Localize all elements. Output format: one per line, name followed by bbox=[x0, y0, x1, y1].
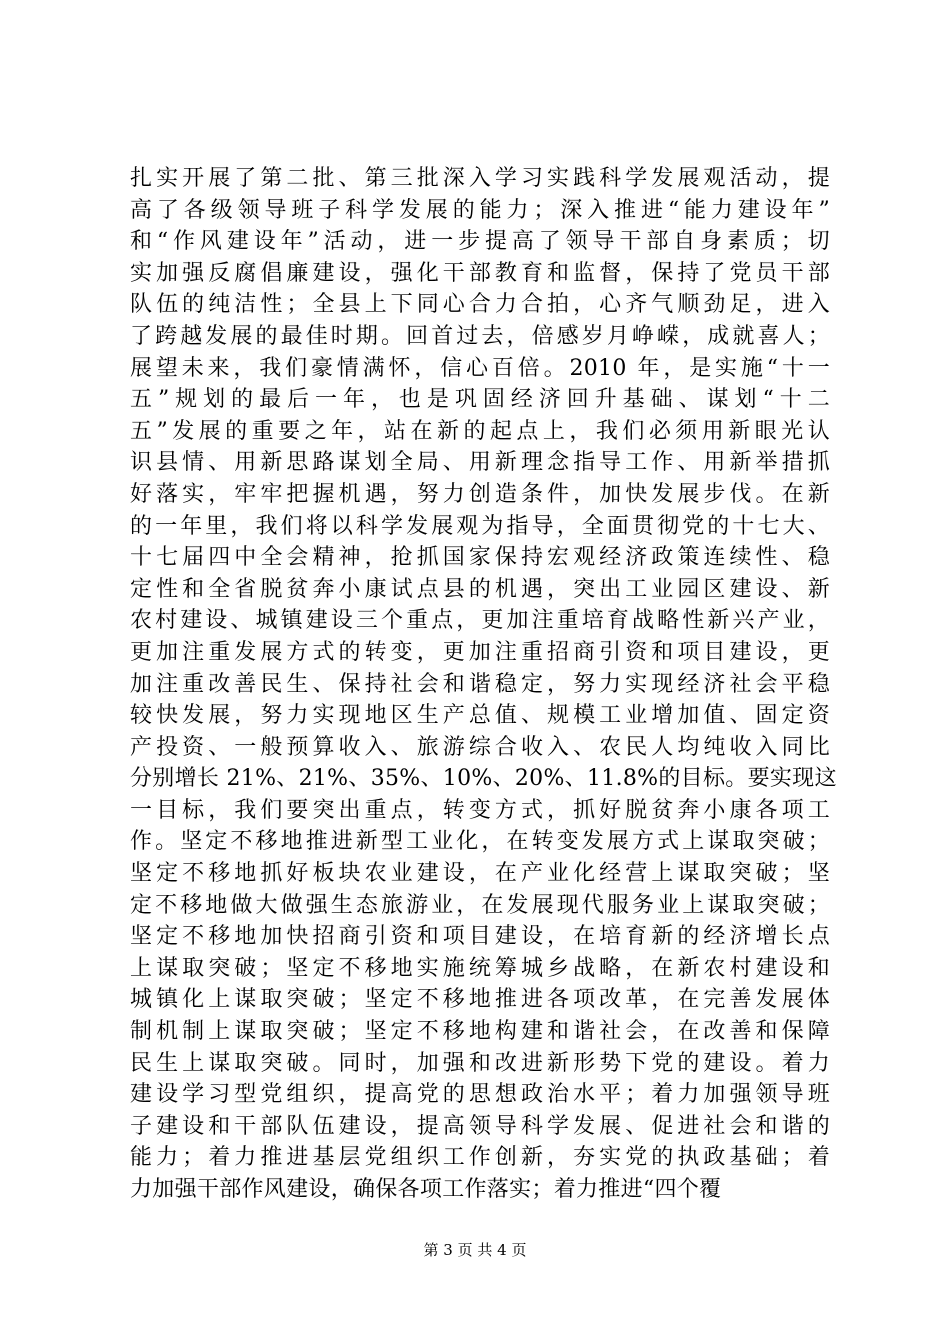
text-line: 一目标，我们要突出重点，转变方式，抓好脱贫奔小康各项工 bbox=[130, 797, 830, 823]
text-line: 和“作风建设年”活动，进一步提高了领导干部自身素质；切 bbox=[130, 229, 830, 255]
text-line: 制机制上谋取突破；坚定不移地构建和谐社会，在改善和保障 bbox=[130, 1019, 830, 1045]
text-line: 展望未来，我们豪情满怀，信心百倍。2010 年，是实施“十一 bbox=[130, 355, 830, 381]
text-line: 分别增长 21%、21%、35%、10%、20%、11.8%的目标。要实现这 bbox=[130, 766, 837, 792]
text-line: 城镇化上谋取突破；坚定不移地推进各项改革，在完善发展体 bbox=[130, 987, 830, 1013]
text-line: 实加强反腐倡廉建设，强化干部教育和监督，保持了党员干部 bbox=[130, 260, 830, 286]
text-line: 坚定不移地加快招商引资和项目建设，在培育新的经济增长点 bbox=[130, 924, 830, 950]
text-line: 加注重改善民生、保持社会和谐稳定，努力实现经济社会平稳 bbox=[130, 671, 830, 697]
text-line: 五”规划的最后一年，也是巩固经济回升基础、谋划“十二 bbox=[130, 387, 830, 413]
text-line: 产投资、一般预算收入、旅游综合收入、农民人均纯收入同比 bbox=[130, 734, 830, 760]
text-line: 能力；着力推进基层党组织工作创新，夯实党的执政基础；着 bbox=[130, 1145, 830, 1171]
text-line: 子建设和干部队伍建设，提高领导科学发展、促进社会和谐的 bbox=[130, 1113, 830, 1139]
text-line: 民生上谋取突破。同时，加强和改进新形势下党的建设。着力 bbox=[130, 1050, 830, 1076]
text-line: 农村建设、城镇建设三个重点，更加注重培育战略性新兴产业， bbox=[130, 608, 830, 634]
text-line: 上谋取突破；坚定不移地实施统筹城乡战略，在新农村建设和 bbox=[130, 955, 830, 981]
text-line: 队伍的纯洁性；全县上下同心合力合拍，心齐气顺劲足，进入 bbox=[130, 292, 830, 318]
text-line: 了跨越发展的最佳时期。回首过去，倍感岁月峥嵘，成就喜人； bbox=[130, 323, 830, 349]
text-line: 的一年里，我们将以科学发展观为指导，全面贯彻党的十七大、 bbox=[130, 513, 830, 539]
text-line: 定性和全省脱贫奔小康试点县的机遇，突出工业园区建设、新 bbox=[130, 576, 830, 602]
text-line: 定不移地做大做强生态旅游业，在发展现代服务业上谋取突破； bbox=[130, 892, 830, 918]
text-line: 建设学习型党组织，提高党的思想政治水平；着力加强领导班 bbox=[130, 1082, 830, 1108]
text-line: 作。坚定不移地推进新型工业化，在转变发展方式上谋取突破； bbox=[130, 829, 830, 855]
text-line: 十七届四中全会精神，抢抓国家保持宏观经济政策连续性、稳 bbox=[130, 545, 830, 571]
text-line: 坚定不移地抓好板块农业建设，在产业化经营上谋取突破；坚 bbox=[130, 861, 830, 887]
page-footer: 第 3 页 共 4 页 bbox=[423, 1241, 527, 1259]
text-line: 五”发展的重要之年，站在新的起点上，我们必须用新眼光认 bbox=[130, 418, 830, 444]
text-line: 好落实，牢牢把握机遇，努力创造条件，加快发展步伐。在新 bbox=[130, 481, 830, 507]
text-line: 识县情、用新思路谋划全局、用新理念指导工作、用新举措抓 bbox=[130, 450, 830, 476]
text-line: 更加注重发展方式的转变，更加注重招商引资和项目建设，更 bbox=[130, 639, 830, 665]
text-line: 较快发展，努力实现地区生产总值、规模工业增加值、固定资 bbox=[130, 703, 830, 729]
text-line: 力加强干部作风建设，确保各项工作落实；着力推进“四个覆 bbox=[130, 1177, 722, 1202]
body-text bbox=[130, 163, 837, 1206]
text-line: 高了各级领导班子科学发展的能力；深入推进“能力建设年” bbox=[130, 197, 830, 223]
text-line: 扎实开展了第二批、第三批深入学习实践科学发展观活动，提 bbox=[130, 166, 830, 191]
